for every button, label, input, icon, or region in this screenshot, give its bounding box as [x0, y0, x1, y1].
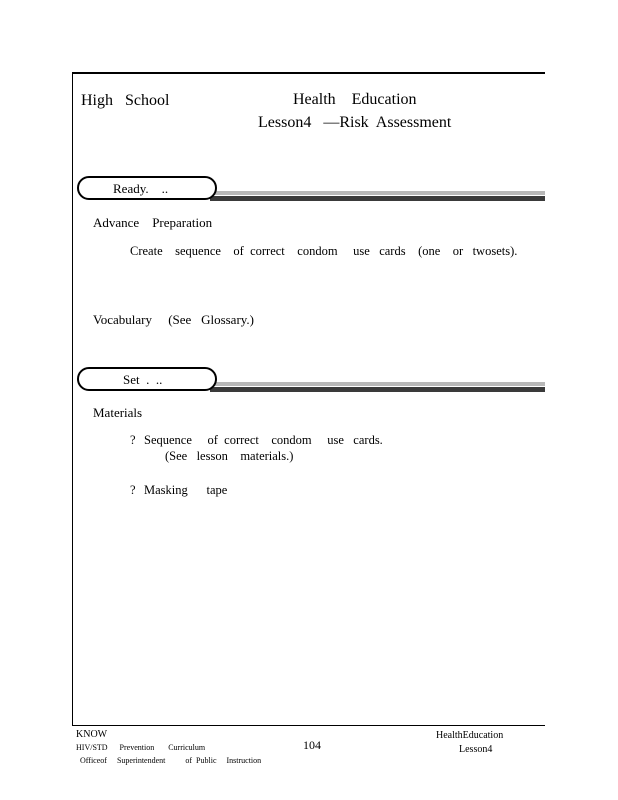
footer-course: HealthEducation	[436, 730, 504, 741]
vocabulary-line: Vocabulary (See Glossary.)	[93, 312, 255, 327]
advance-preparation-text: Create sequence of correct condom use cards (one or twosets).	[130, 244, 518, 258]
footer-know: KNOW	[76, 729, 108, 740]
left-margin-rule	[72, 72, 73, 726]
school-level: High School	[81, 92, 170, 109]
material-item-1-bullet: ?	[130, 433, 136, 447]
material-item-2-bullet: ?	[130, 483, 136, 497]
material-item-1-note: (See lesson materials.)	[165, 449, 294, 463]
material-item-1: Sequence of correct condom use cards.	[144, 433, 383, 447]
material-item-2: Masking tape	[144, 483, 228, 497]
advance-preparation-heading: Advance Preparation	[93, 215, 213, 230]
top-rule	[72, 72, 545, 74]
lesson-title: Lesson4 —Risk Assessment	[258, 114, 452, 131]
ready-label: Ready. ..	[113, 181, 169, 196]
set-label: Set . ..	[123, 372, 163, 387]
page-number: 104	[303, 738, 321, 752]
footer-lesson: Lesson4	[459, 744, 493, 755]
footer-office: Officeof Superintendent of Public Instruction	[80, 756, 262, 765]
footer-curriculum: HIV/STD Prevention Curriculum	[76, 743, 206, 752]
ready-section-tab	[77, 176, 217, 200]
footer-rule	[72, 725, 545, 726]
course-title: Health Education	[293, 91, 417, 108]
materials-heading: Materials	[93, 405, 143, 420]
set-section-tab	[77, 367, 217, 391]
